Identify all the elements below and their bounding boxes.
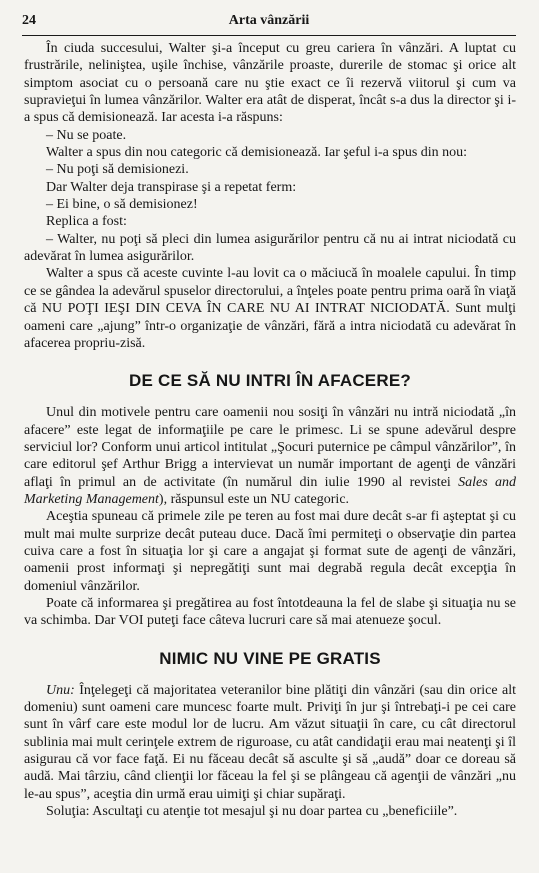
paragraph-walter-intro: În ciuda succesului, Walter şi-a început cu greu cariera în vânzări. A luptat cu frustrările, neliniştea, uşile închise, vânzările proaste, durerile de stomac şi orice alt simptom asociat cu o persoană care nu ştie exact ce îi rezervă viitorul şi cum va supravieţui în lumea vânzărilor. Walter era atât de disperat, încât s-a dus la director şi i-a spus că demisionează. Iar acesta i-a răspuns: — [24, 41, 516, 126]
paragraph-walter-conclusion: Walter a spus că aceste cuvinte l-au lovit ca o măciucă în moalele capului. În timp ce se gândea la adevărul spuselor directorului, a înţeles poate pentru prima oară în viaţă că NU POŢI IEŞI DIN CEVA ÎN CARE NU AI INTRAT NICIODATĂ. Sunt mulţi oameni care „ajung” într-o organizaţie de vânzări, fără a intra niciodată cu adevărat în afacerea propriu-zisă. — [24, 266, 516, 351]
paragraph-section2-2: Soluţia: Ascultaţi cu atenţie tot mesajul şi nu doar partea cu „beneficiile”. — [46, 804, 458, 820]
page-header — [22, 13, 516, 36]
paragraph-section1-3: Poate că informarea şi pregătirea au fost întotdeauna la fel de slabe şi situaţia nu se va schimba. Dar VOI puteţi face câteva lucruri care să mai atenueze şocul. — [24, 595, 516, 629]
paragraph-text: Dar Walter deja transpirase şi a repetat ferm: — [46, 179, 297, 195]
dialog-line: – Walter, nu poţi să pleci din lumea asigurărilor pentru că nu ai intrat niciodată cu adevărat în lumea asigurărilor. — [24, 231, 516, 265]
paragraph-section1-2: Aceştia spuneau că primele zile pe teren au fost mai dure decât s-ar fi aşteptat şi cu mult mai multe surprize decât puteau duce. Dacă îmi permiteţi o observaţie din partea cuiva care a fost în situaţia lor şi care a angajat şi format sute de agenţi de vânzări, oamenii prost informaţi şi nepregătiţi sunt mai degrabă regula decât excepţia în domeniul vânzărilor. — [24, 509, 516, 594]
text-run: Înţelegeţi că majoritatea veteranilor bine plătiţi din vânzări (sau din orice alt domeniu) sunt oameni care muncesc foarte mult. Priviţi în jur şi întrebaţi-i pe cei care sunt în vârf care este modul lor de lucru. Am văzut situaţii în care, cu cât directorul sublinia mai mult cerinţele extrem de riguroase, cu atât candidaţii erau mai neatenţi şi îl asigurau că vor face faţă. Ei nu făceau decât să asculte şi să „audă” doar ce doreau să audă. Mai târziu, când clienţii lor făceau la fel şi se plângeau că agenţii de vânzări „nu le-au spus”, aceştia din urmă erau uimiţi şi chiar supăraţi. — [24, 682, 516, 802]
paragraph-text: Walter a spus din nou categoric că demisionează. Iar şeful i-a spus din nou: — [46, 145, 468, 161]
section-heading-2: NIMIC NU VINE PE GRATIS — [159, 648, 381, 668]
dialog-line: – Nu se poate. — [46, 127, 127, 143]
text-run: Unul din motivele pentru care oamenii nou sosiţi în vânzări nu intră niciodată „în afacere” este legat de informaţiile pe care le primesc. Li se spune adevărul despre serviciul lor? Conform unui articol intitulat „Şocuri puternice pe câmpul vânzărilor”, în care editorul şef Arthur Brigg a intervievat un număr important de agenţi de vânzări aflaţi în primul an de activitate (în numărul din iulie 1990 al revistei — [24, 405, 516, 490]
text-run: ), răspunsul este un NU categoric. — [158, 491, 350, 507]
running-title: Arta vânzării — [228, 13, 310, 28]
magazine-title: Sales and Marketing Management — [24, 474, 516, 507]
dialog-line: – Ei bine, o să demisionez! — [46, 197, 198, 213]
paragraph-section1-1 — [24, 404, 516, 508]
page-body — [24, 40, 516, 820]
page-number: 24 — [22, 13, 36, 28]
dialog-line: – Nu poţi să demisionezi. — [46, 162, 189, 178]
paragraph-section2-1 — [24, 682, 516, 803]
paragraph-text: Replica a fost: — [46, 214, 127, 230]
section-heading-1: DE CE SĂ NU INTRI ÎN AFACERE? — [129, 371, 411, 391]
list-marker: Unu: — [46, 682, 75, 698]
